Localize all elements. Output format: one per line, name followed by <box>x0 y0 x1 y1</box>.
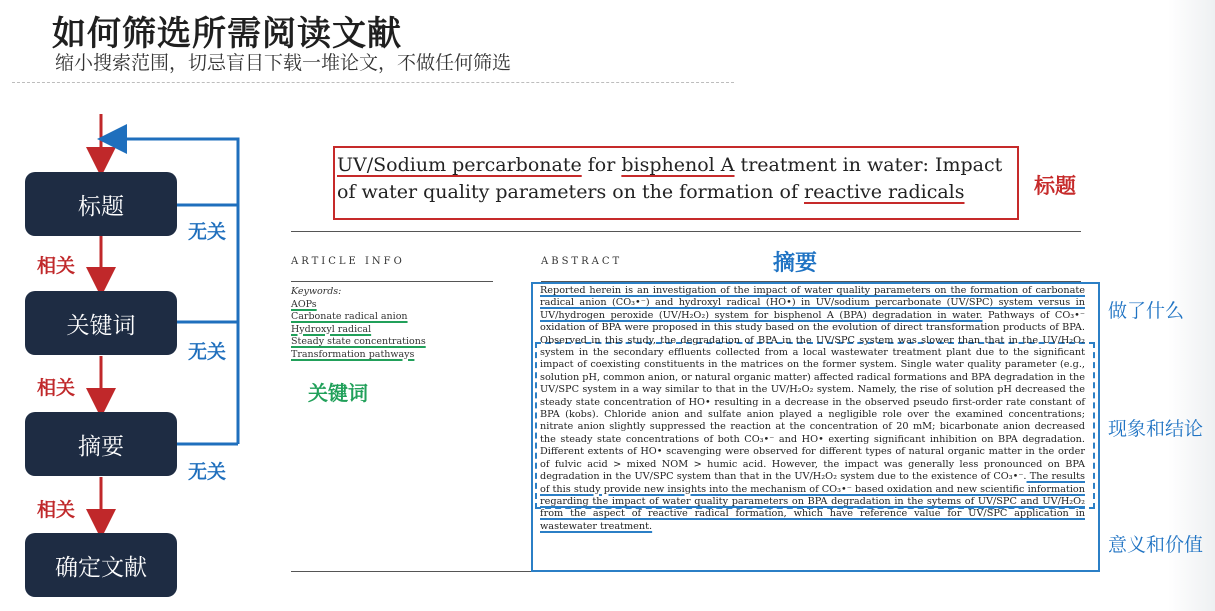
keyword-item: AOPs <box>291 298 317 310</box>
paper-title-part: treatment in water: Impact of water quality parameters on the formation of <box>337 154 1003 203</box>
article-info-heading: ARTICLE INFO <box>291 256 405 267</box>
irrelevant-label-1: 无关 <box>188 221 227 243</box>
page-title: 如何筛选所需阅读文献 <box>52 14 402 54</box>
keywords-tag: 关键词 <box>308 381 368 405</box>
findings-label: 现象和结论 <box>1108 418 1204 440</box>
paper-title-part: bisphenol A <box>621 154 735 176</box>
significance-label: 意义和价值 <box>1108 534 1204 556</box>
flow-step-title: 标题 <box>25 172 177 236</box>
article-info-rule <box>291 281 493 282</box>
keyword-item: Transformation pathways <box>291 348 415 360</box>
flow-step-abstract: 摘要 <box>25 412 177 476</box>
irrelevant-label-3: 无关 <box>188 461 227 483</box>
paper-title-part: reactive radicals <box>804 181 965 203</box>
page-subtitle: 缩小搜索范围，切忌盲目下载一堆论文，不做任何筛选 <box>55 52 512 74</box>
keywords-list <box>291 286 426 361</box>
abstract-text <box>540 285 1085 533</box>
irrelevant-label-2: 无关 <box>188 341 227 363</box>
abstract-significance: The results of this study provide new insights into the mechanism of CO₃•⁻ based oxidation and new scientific information regarding the impact of water quality parameters on BPA degradation in the sytems of UV/SPC and UV/H₂O₂ from the aspect of reactive radical formation, which have reference value for UV/SPC application in wastewater treatment. <box>540 471 1085 532</box>
keywords-heading: Keywords: <box>291 286 342 297</box>
paper-title-part: UV/Sodium percarbonate <box>337 154 582 176</box>
paper-title <box>337 152 1009 206</box>
relevant-label-3: 相关 <box>37 499 76 521</box>
paper-rule-top <box>291 231 1081 232</box>
abstract-what-done: Reported herein is an investigation of the impact of water quality parameters on the formation of carbonate radical anion (CO₃•⁻) and hydroxyl radical (HO•) in UV/sodium percarbonate (UV/SPC) system versus in UV/hydrogen peroxide (UV/H₂O₂) system for bisphenol A (BPA) degradation in water. <box>540 285 1085 321</box>
what-done-label: 做了什么 <box>1108 300 1185 322</box>
flow-step-confirm: 确定文献 <box>25 533 177 597</box>
paper-title-part: for <box>581 154 622 176</box>
abstract-pathways: Pathways of CO₃•⁻ oxidation of BPA were proposed in this study based on the evolution of direct transformation products of BPA. Observed in <box>540 309 1085 346</box>
title-tag: 标题 <box>1034 174 1076 198</box>
abstract-tag: 摘要 <box>773 251 818 276</box>
flow-step-keywords: 关键词 <box>25 291 177 355</box>
keyword-item: Carbonate radical anion <box>291 311 408 322</box>
abstract-heading: ABSTRACT <box>541 256 623 267</box>
relevant-label-2: 相关 <box>37 377 76 399</box>
abstract-findings: this study, the degradation of BPA in the UV/SPC system was slower than that in the UV/H₂O₂ system in the secondary effluents collected from a local wastewater treatment plant due to the significant impact of coexisting constituents in the matrices on the former system. Single water quality parameter (e.g., solution pH, common anion, or natural organic matter) affected radical formations and BPA degradation in the UV/SPC system in a way similar to that in the UV/H₂O₂ system. Namely, the rise of solution pH decreased the steady state concentration of HO• resulting in a decrease in the observed pseudo first-order rate constant of BPA (kobs). Chloride anion and sulfate anion played a negligible role over the examined concentrations; nitrate anion slightly suppressed the reaction at the concentration of 20 mM; bicarbonate anion decreased the steady state concentrations of both CO₃•⁻ and HO• exerting significant inhibition on BPA degradation. Different extents of HO• scavenging were observed for different types of natural organic matter in the order of fulvic acid > mixed NOM > humic acid. However, the impact was generally less pronounced on BPA degradation in the UV/SPC system than that in the UV/H₂O₂ system due to the existence of CO₃•⁻. <box>540 334 1085 483</box>
keyword-item: Steady state concentrations <box>291 336 426 347</box>
keyword-item: Hydroxyl radical <box>291 323 372 335</box>
relevant-label-1: 相关 <box>37 255 76 277</box>
